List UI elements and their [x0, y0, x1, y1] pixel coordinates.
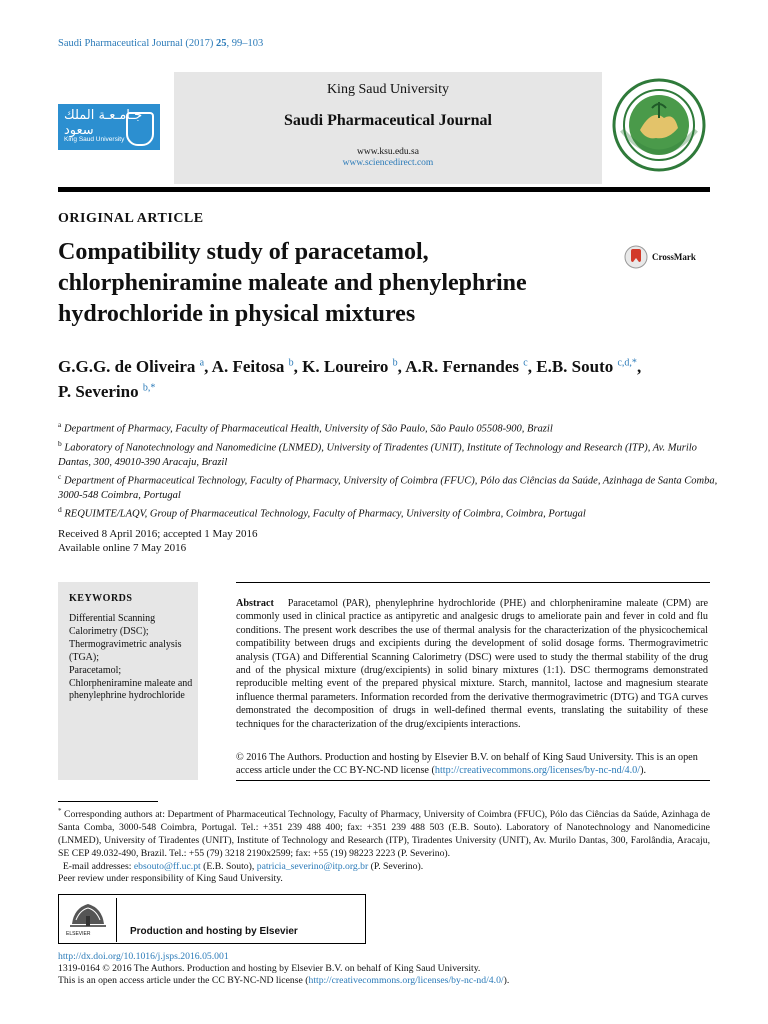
abstract — [236, 597, 708, 731]
elsevier-text: Production and hosting by Elsevier — [130, 926, 298, 937]
article-title: Compatibility study of paracetamol, chlorpheniramine maleate and phenylephrine hydrochloride in physical mixtures — [58, 239, 527, 327]
affiliation-item: $^d$ REQUIMTE/LAQV, Group of Pharmaceutical Technology, Faculty of Pharmacy, University of Coimbra, Coimbra, Portugal — [58, 504, 586, 520]
keywords-title: KEYWORDS — [69, 593, 133, 604]
elsevier-tree-icon — [66, 898, 110, 935]
ksu-logo — [58, 104, 160, 150]
doi-link[interactable]: http://dx.doi.org/10.1016/j.jsps.2016.05.001 — [58, 951, 229, 962]
keyword-item: Chlorpheniramine maleate and phenylephrine hydrochloride — [69, 677, 193, 702]
author-list — [58, 352, 718, 403]
corresponding-footnote: * Corresponding authors at: Department of Pharmaceutical Technology, Faculty of Pharmacy, University of Coimbra (FFUC), Pólo das Ciências da Saúde, Azinhaga de Santa Comba, 3000-548 Coimbra, Portugal. Tel.: +351 239 488 400; fax: +351 239 488 503 (E.B. Souto). Laboratory of Nanotechnology and Nanomedicine (LNMED), University of Tiradentes (UNIT), Institute of Technology and Research (ITP), Tiradentes University (UNIT), Av. Murilo Dantas, 300, Farolândia, Aracaju, SE CEP 49.032-490, Brazil. Tel.: +55 (79) 3218 2190x2599; fax: +55 (19) 98223 2223 (P. Severino). E-mail addresses: ebsouto@ff.uc.pt (E.B. Souto), patricia_severino@itp.org.br (P. Severino). — [58, 807, 710, 873]
crossmark-badge[interactable] — [624, 244, 696, 270]
crossmark-icon — [624, 244, 648, 270]
affiliation-list — [58, 418, 718, 522]
abstract-bottom-rule — [236, 780, 710, 781]
abstract-label: Abstract — [236, 598, 274, 609]
elsevier-divider — [116, 898, 117, 942]
journal-ref-name: Saudi Pharmaceutical Journal (2017) — [58, 38, 214, 49]
abstract-top-rule — [236, 582, 710, 583]
journal-pages: , 99–103 — [226, 38, 264, 49]
crossmark-label: CrossMark — [652, 252, 696, 262]
online-date: Available online 7 May 2016 — [58, 542, 187, 554]
ksu-logo-english: King Saud University — [64, 136, 125, 143]
header-rule — [58, 187, 710, 192]
author: E.B. Souto $^{c,d,*}$, — [536, 356, 642, 376]
affiliation-item: $^c$ Department of Pharmaceutical Technology, Faculty of Pharmacy, University of Coimbra (FFUC), Pólo das Ciências da Saúde, Azinhaga de Santa Comba, 3000-548 Coimbra, Portugal — [58, 471, 718, 501]
affiliation-item: $^b$ Laboratory of Nanotechnology and Nanomedicine (LNMED), University of Tiradentes (UNIT), Institute of Technology and Research (ITP), Av. Murilo Dantas, 300, 49010-390 Aracaju, Brazil — [58, 438, 697, 468]
keywords-list — [69, 613, 195, 703]
keyword-item: Thermogravimetric analysis (TGA); — [69, 638, 182, 663]
received-date: Received 8 April 2016; accepted 1 May 2016 — [58, 528, 258, 540]
keyword-item: Differential Scanning Calorimetry (DSC); — [69, 613, 156, 637]
ksu-emblem-icon — [126, 112, 154, 146]
author: P. Severino $^{b,*}$ — [58, 382, 156, 402]
email-link-souto[interactable]: ebsouto@ff.uc.pt — [133, 861, 201, 873]
footnote-rule — [58, 801, 158, 802]
header-journal-name: Saudi Pharmaceutical Journal — [283, 112, 492, 129]
header-url-ksu[interactable]: www.ksu.edu.sa — [357, 147, 419, 157]
author: A. Feitosa $^b$, — [211, 356, 303, 376]
author: G.G.G. de Oliveira $^a$, — [58, 356, 212, 376]
header-university: King Saud University — [326, 82, 450, 97]
article-dates — [58, 527, 257, 555]
author: A.R. Fernandes $^c$, — [405, 356, 537, 376]
license-link[interactable]: http://creativecommons.org/licenses/by-nc-nd/4.0/ — [434, 765, 641, 777]
author: K. Loureiro $^b$, — [302, 356, 406, 376]
elsevier-label: ELSEVIER — [66, 931, 91, 937]
journal-volume: 25 — [216, 38, 227, 49]
affiliation-item: $^a$ Department of Pharmacy, Faculty of Pharmaceutical Health, University of São Paulo, São Paulo 05508-900, Brazil — [58, 420, 553, 435]
abstract-copyright: © 2016 The Authors. Production and hosting by Elsevier B.V. on behalf of King Saud University. This is an open access article under the CC BY-NC-ND license (http://creativecommons.org/licenses/by-nc-nd/4.0/). — [236, 752, 698, 777]
keyword-item: Paracetamol; — [69, 664, 122, 676]
abstract-text: Paracetamol (PAR), phenylephrine hydrochloride (PHE) and chlorpheniramine maleate (CPM) are commonly used in clinical practice as antipyretic and analgesic drugs to ameliorate pain and fever in cold and flu conditions. The present work describes the use of thermal analysis for the characterization of the physicochemical compatibility between drugs and excipients during the development of solid dosage forms. Thermogravimetric analysis (TGA) and Differential Scanning Calorimetry (DSC) were used to study the thermal stability of the drug and of the physical mixture (drug/excipients) in solid binary mixtures (1:1). DSC thermograms demonstrated reproducible melting event of the prepared physical mixture. Starch, mannitol, lactose and magnesium stearate influence thermal parameters. Information recorded from the derivative thermogravimetric (DTG) and TGA curves demonstrated the decomposition of drugs in well-defined thermal events, translating the suitability of these techniques for the characterization of the drug/excipients interactions. — [236, 598, 709, 730]
footnote-text: Corresponding authors at: Department of Pharmaceutical Technology, Faculty of Pharmacy, University of Coimbra (FFUC), Pólo das Ciências da Saúde, Azinhaga de Santa Comba, 3000-548 Coimbra, Portugal. Tel.: +351 239 488 400; fax: +351 239 488 503 (E.B. Souto). Laboratory of Nanotechnology and Nanomedicine (LNMED), University of Tiradentes (UNIT), Institute of Technology and Research (ITP), Tiradentes University (UNIT), Av. Murilo Dantas, 300, Farolândia, Aracaju, SE CEP 49.032-490, Brazil. Tel.: +55 (79) 3218 2190x2599; fax: +55 (19) 98223 2223 (P. Severino). — [58, 809, 710, 860]
open-access-line: This is an open access article under the CC BY-NC-ND license (http://creativecommons.org/licenses/by-nc-nd/4.0/). — [58, 975, 510, 986]
pharmaceutical-society-seal-icon — [612, 78, 706, 177]
peer-review-note: Peer review under responsibility of King Saud University. — [58, 873, 283, 884]
issn-line: 1319-0164 © 2016 The Authors. Production and hosting by Elsevier B.V. on behalf of King Saud University. — [58, 963, 481, 974]
header-url-sciencedirect[interactable]: www.sciencedirect.com — [342, 158, 434, 168]
article-type: ORIGINAL ARTICLE — [58, 211, 204, 226]
journal-reference[interactable] — [58, 38, 263, 49]
license-link-bottom[interactable]: http://creativecommons.org/licenses/by-nc-nd/4.0/ — [308, 975, 504, 986]
ksu-logo-arabic: جـامـعـة الملك سعود — [64, 108, 143, 138]
email-link-severino[interactable]: patricia_severino@itp.org.br — [256, 861, 369, 873]
